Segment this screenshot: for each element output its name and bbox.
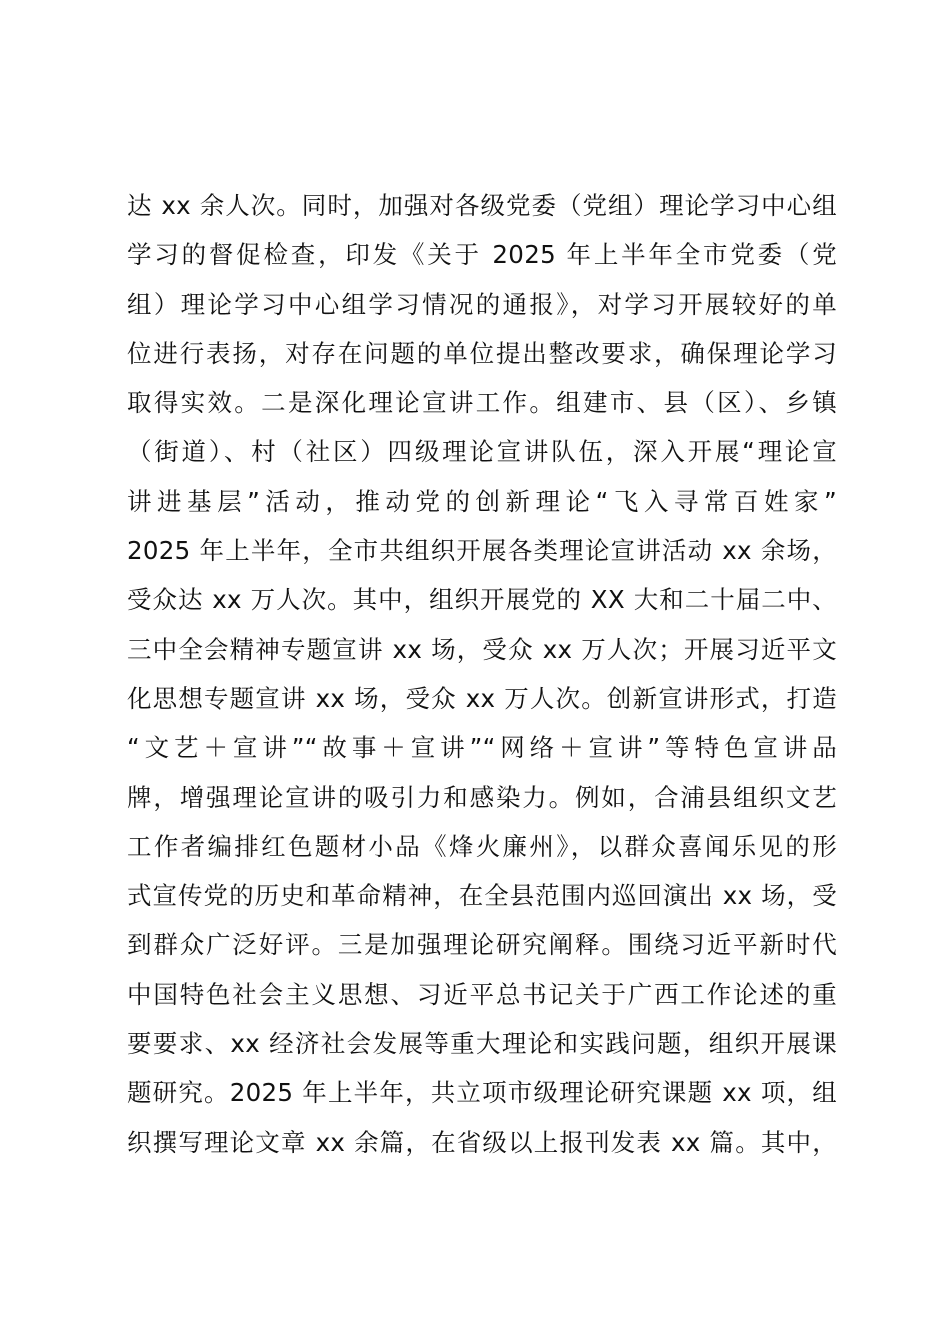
text-line: 要要求、xx 经济社会发展等重大理论和实践问题，组织开展课 [127,1029,837,1059]
text-line: 织撰写理论文章 xx 余篇，在省级以上报刊发表 xx 篇。其中， [127,1127,837,1157]
text-line: （街道）、村（社区）四级理论宣讲队伍，深入开展“理论宣 [127,437,837,467]
text-line: 达 xx 余人次。同时，加强对各级党委（党组）理论学习中心组 [127,191,837,220]
text-line: 化思想专题宣讲 xx 场，受众 xx 万人次。创新宣讲形式，打造 [127,683,837,713]
text-line: 三中全会精神专题宣讲 xx 场，受众 xx 万人次；开展习近平文 [127,634,837,664]
text-line: 牌，增强理论宣讲的吸引力和感染力。例如，合浦县组织文艺 [127,782,837,812]
body-paragraph [127,181,837,1167]
text-line: 到群众广泛好评。三是加强理论研究阐释。围绕习近平新时代 [127,930,837,960]
text-line: 中国特色社会主义思想、习近平总书记关于广西工作论述的重 [127,979,837,1009]
text-line: 取得实效。二是深化理论宣讲工作。组建市、县（区）、乡镇 [127,388,837,418]
text-line: 位进行表扬，对存在问题的单位提出整改要求，确保理论学习 [127,338,837,368]
text-line: 题研究。2025 年上半年，共立项市级理论研究课题 xx 项，组 [127,1078,837,1108]
text-line: 组）理论学习中心组学习情况的通报》，对学习开展较好的单 [127,289,837,319]
text-line: 讲进基层”活动，推动党的创新理论“飞入寻常百姓家” [127,486,837,516]
text-line: 学习的督促检查，印发《关于 2025 年上半年全市党委（党 [127,240,837,270]
text-line: 工作者编排红色题材小品《烽火廉州》，以群众喜闻乐见的形 [127,831,837,861]
text-line: 受众达 xx 万人次。其中，组织开展党的 XX 大和二十届二中、 [127,585,837,615]
text-line: 2025 年上半年，全市共组织开展各类理论宣讲活动 xx 余场， [127,536,837,566]
text-line: “文艺＋宣讲”“故事＋宣讲”“网络＋宣讲”等特色宣讲品 [127,733,837,763]
text-line: 式宣传党的历史和革命精神，在全县范围内巡回演出 xx 场，受 [127,881,837,911]
